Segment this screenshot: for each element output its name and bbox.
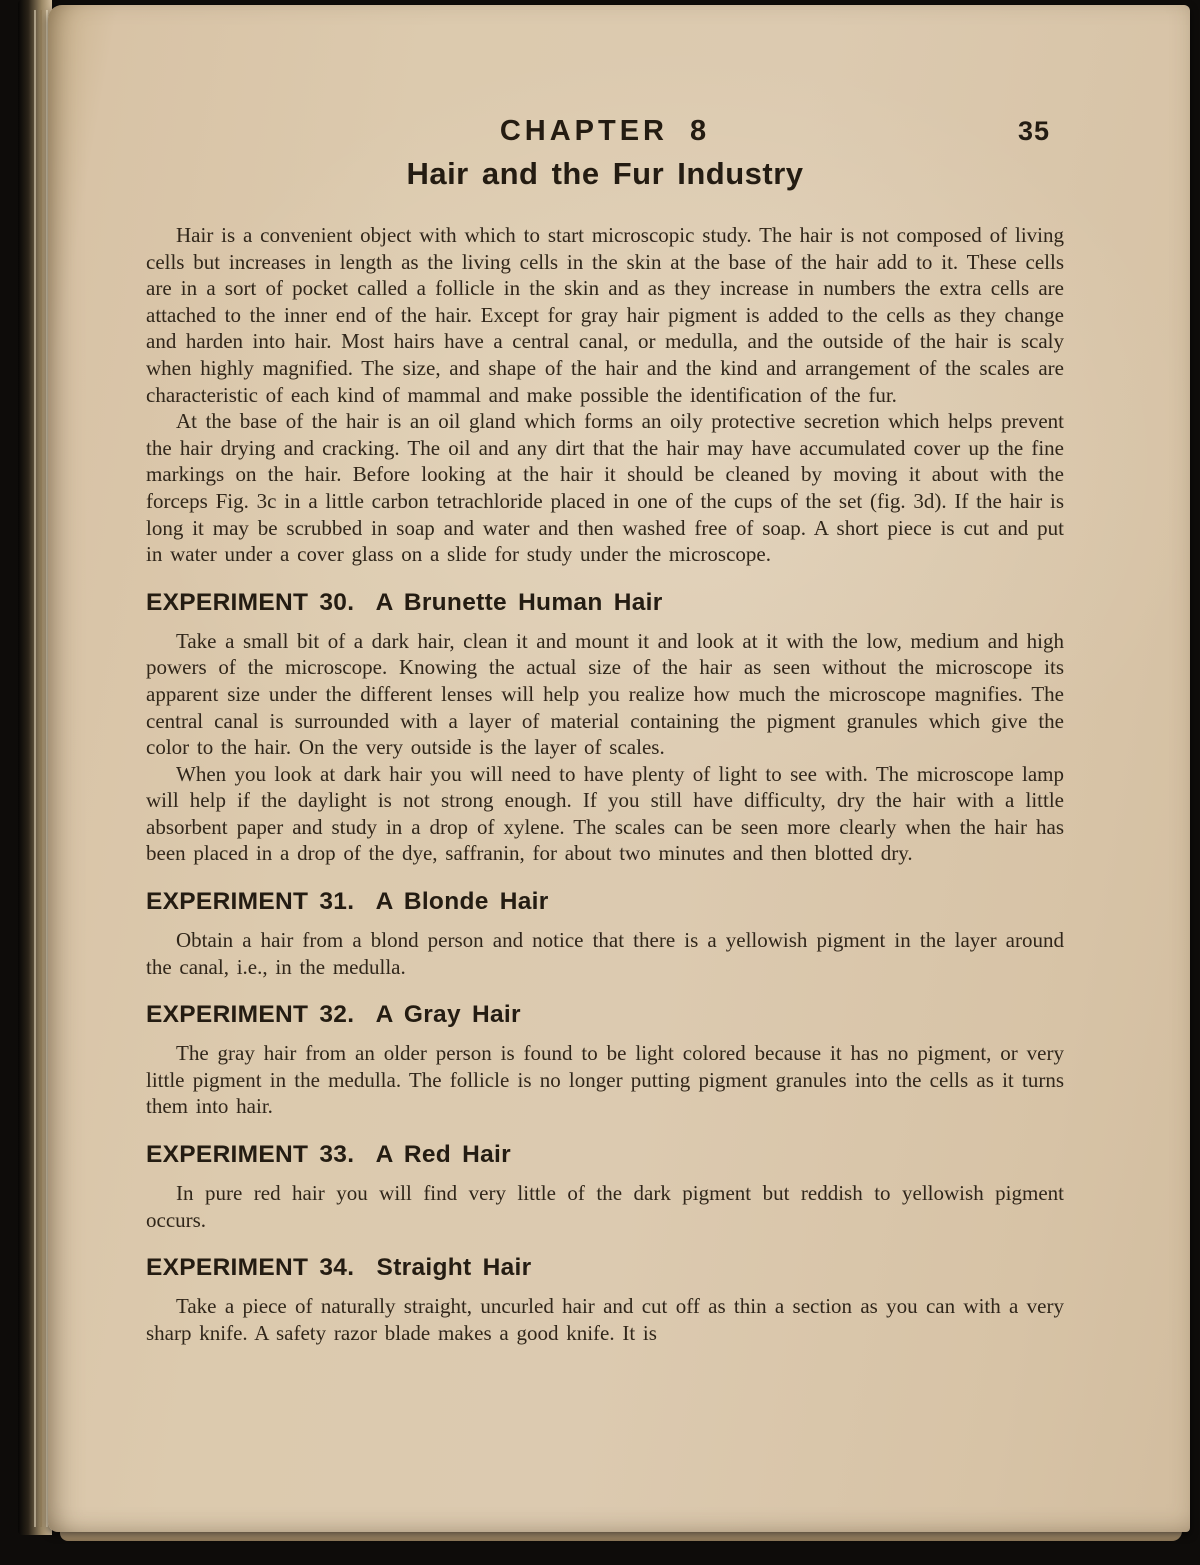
chapter-heading: CHAPTER 8 (499, 115, 711, 147)
page-content (146, 115, 1064, 1346)
experiment-heading-32: EXPERIMENT 32. A Gray Hair (146, 1001, 521, 1029)
chapter-title: Hair and the Fur Industry (406, 156, 804, 191)
experiment-heading-34: EXPERIMENT 34. Straight Hair (146, 1254, 532, 1282)
intro-paragraph: At the base of the hair is an oil gland which forms an oily protective secretion which helps prevent the hair drying and cracking. The oil and any dirt that the hair may have accumulated cover up the fine markings on the hair. Before looking at the hair it should be cleaned by moving it about with the forceps Fig. 3c in a little carbon tetrachloride placed in one of the cups of the set (fig. 3d). If the hair is long it may be scrubbed in soap and water and then washed free of soap. A short piece is cut and put in water under a cover glass on a slide for study under the microscope. (146, 409, 1064, 567)
chapter-header-row (146, 115, 1064, 148)
experiment-paragraph: In pure red hair you will find very little of the dark pigment but reddish to yellowish pigment occurs. (146, 1181, 1064, 1232)
experiment-heading-31: EXPERIMENT 31. A Blonde Hair (146, 888, 549, 916)
experiment-paragraph: Obtain a hair from a blond person and notice that there is a yellowish pigment in the layer around the canal, i.e., in the medulla. (146, 928, 1064, 979)
page-edge-line (34, 10, 36, 1527)
book-page (48, 5, 1190, 1532)
experiment-paragraph: The gray hair from an older person is found to be light colored because it has no pigment, or very little pigment in the medulla. The follicle is no longer putting pigment granules into the cells as it turns them into hair. (146, 1041, 1064, 1119)
page-edge-line (40, 10, 42, 1527)
page-number: 35 (1017, 116, 1050, 146)
experiment-paragraph: Take a piece of naturally straight, uncurled hair and cut off as thin a section as you can with a very sharp knife. A safety razor blade makes a good knife. It is (146, 1294, 1064, 1345)
experiment-paragraph: Take a small bit of a dark hair, clean it and mount it and look at it with the low, medium and high powers of the microscope. Knowing the actual size of the hair as seen without the microscope its apparent size under the different lenses will help you realize how much the microscope magnifies. The central canal is surrounded with a layer of material containing the pigment granules which give the color to the hair. On the very outside is the layer of scales. (146, 628, 1064, 760)
experiment-paragraph: When you look at dark hair you will need to have plenty of light to see with. The microscope lamp will help if the daylight is not strong enough. If you still have difficulty, dry the hair with a little absorbent paper and study in a drop of xylene. The scales can be seen more clearly when the hair has been placed in a drop of the dye, saffranin, for about two minutes and then blotted dry. (146, 761, 1064, 866)
experiment-heading-33: EXPERIMENT 33. A Red Hair (146, 1141, 511, 1169)
intro-paragraph: Hair is a convenient object with which to start microscopic study. The hair is not composed of living cells but increases in length as the living cells in the skin at the base of the hair add to it. These cells are in a sort of pocket called a follicle in the skin and as they increase in numbers the extra cells are attached to the inner end of the hair. Except for gray hair pigment is added to the cells as they change and harden into hair. Most hairs have a central canal, or medulla, and the outside of the hair is scaly when highly magnified. The size, and shape of the hair and the kind and arrangement of the scales are characteristic of each kind of mammal and make possible the identification of the fur. (146, 223, 1064, 407)
experiment-heading-30: EXPERIMENT 30. A Brunette Human Hair (146, 588, 663, 616)
